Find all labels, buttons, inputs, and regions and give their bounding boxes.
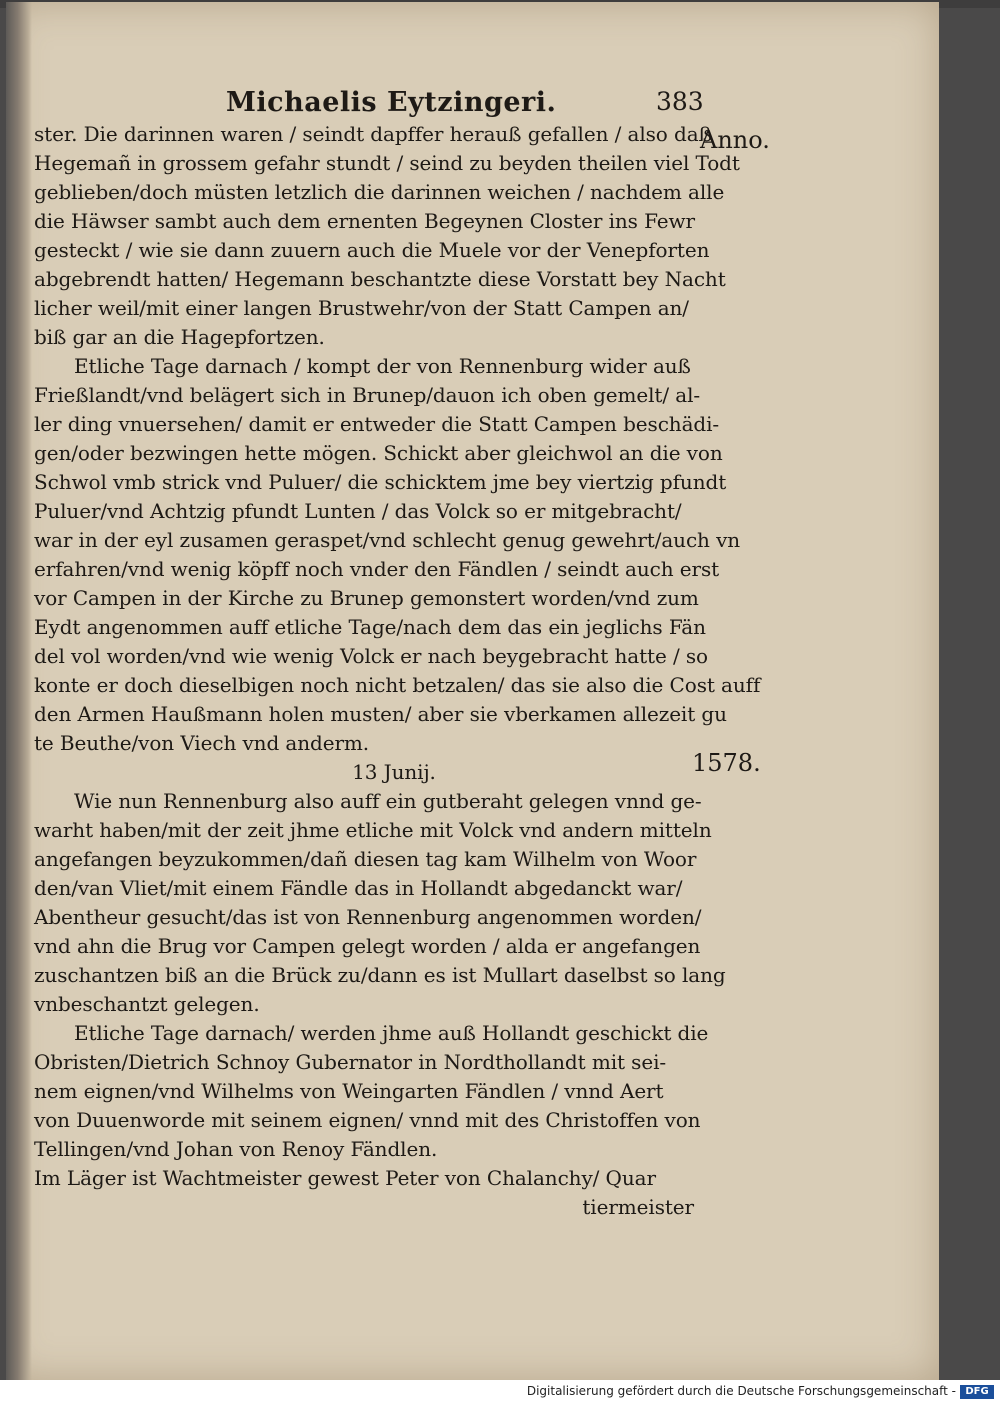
text-line: Schwol vmb strick vnd Puluer/ die schicktem jme bey viertzig pfundt [34,470,727,494]
text-line: abgebrendt hatten/ Hegemann beschantzte diese Vorstatt bey Nacht [34,267,726,291]
text-line: ster. Die darinnen waren / seindt dapffer herauß gefallen / also daß [34,122,712,146]
text-line: gen/oder bezwingen hette mögen. Schickt aber gleichwol an die von [34,441,723,465]
text-line: te Beuthe/von Viech vnd anderm. [34,731,370,755]
text-line: Puluer/vnd Achtzig pfundt Lunten / das Volck so er mitgebracht/ [34,499,682,523]
text-line: Abentheur gesucht/das ist von Rennenburg angenommen worden/ [34,905,702,929]
dfg-logo: DFG [960,1385,994,1399]
catchword: tiermeister [582,1195,694,1219]
text-line: Etliche Tage darnach/ werden jhme auß Hollandt geschickt die [74,1021,709,1045]
running-head: Michaelis Eytzingeri. [226,87,557,118]
text-line: angefangen beyzukommen/dañ diesen tag kam Wilhelm von Woor [34,847,697,871]
text-line: Wie nun Rennenburg also auff ein gutberaht gelegen vnnd ge- [74,789,702,813]
text-line: geblieben/doch müsten letzlich die darinnen weichen / nachdem alle [34,180,725,204]
text-line: vnbeschantzt gelegen. [34,992,260,1016]
date-heading: 13 Junij. [352,760,436,784]
text-line: vor Campen in der Kirche zu Brunep gemonstert worden/vnd zum [34,586,699,610]
text-line: von Duuenworde mit seinem eignen/ vnnd mit des Christoffen von [34,1108,701,1132]
binding-gutter [6,2,32,1380]
funding-credit: Digitalisierung gefördert durch die Deutsche Forschungsgemeinschaft - [526,1384,956,1398]
text-line: Frießlandt/vnd belägert sich in Brunep/dauon ich oben gemelt/ al- [34,383,701,407]
text-line: warht haben/mit der zeit jhme etliche mit Volck vnd andern mitteln [34,818,712,842]
text-line: Etliche Tage darnach / kompt der von Rennenburg wider auß [74,354,691,378]
text-line: Obristen/Dietrich Schnoy Gubernator in Nordthollandt mit sei- [34,1050,667,1074]
text-line: Tellingen/vnd Johan von Renoy Fändlen. [34,1137,438,1161]
text-line: Im Läger ist Wachtmeister gewest Peter von Chalanchy/ Quar [34,1166,656,1190]
text-line: ler ding vnuersehen/ damit er entweder die Statt Campen beschädi- [34,412,720,436]
text-line: gesteckt / wie sie dann zuuern auch die Muele vor der Venepforten [34,238,710,262]
text-line: del vol worden/vnd wie wenig Volck er nach beygebracht hatte / so [34,644,708,668]
text-line: biß gar an die Hagepfortzen. [34,325,325,349]
text-line: vnd ahn die Brug vor Campen gelegt worden / alda er angefangen [34,934,701,958]
text-line: nem eignen/vnd Wilhelms von Weingarten Fändlen / vnnd Aert [34,1079,664,1103]
text-line: licher weil/mit einer langen Brustwehr/von der Statt Campen an/ [34,296,689,320]
text-line: konte er doch dieselbigen noch nicht betzalen/ das sie also die Cost auff [34,673,761,697]
margin-note-anno: Anno. [700,126,770,154]
footer-bar [0,1380,1000,1404]
text-line: die Häwser sambt auch dem ernenten Begeynen Closter ins Fewr [34,209,695,233]
text-line: den Armen Haußmann holen musten/ aber sie vberkamen allezeit gu [34,702,727,726]
text-line: Hegemañ in grossem gefahr stundt / seind zu beyden theilen viel Todt [34,151,740,175]
scanned-page [6,2,939,1380]
text-line: zuschantzen biß an die Brück zu/dann es ist Mullart daselbst so lang [34,963,726,987]
page-number: 383 [656,87,704,116]
text-line: war in der eyl zusamen geraspet/vnd schlecht genug gewehrt/auch vn [34,528,741,552]
text-line: erfahren/vnd wenig köpff noch vnder den Fändlen / seindt auch erst [34,557,720,581]
margin-note-year: 1578. [692,749,761,777]
text-line: den/van Vliet/mit einem Fändle das in Hollandt abgedanckt war/ [34,876,683,900]
text-line: Eydt angenommen auff etliche Tage/nach dem das ein jeglichs Fän [34,615,706,639]
